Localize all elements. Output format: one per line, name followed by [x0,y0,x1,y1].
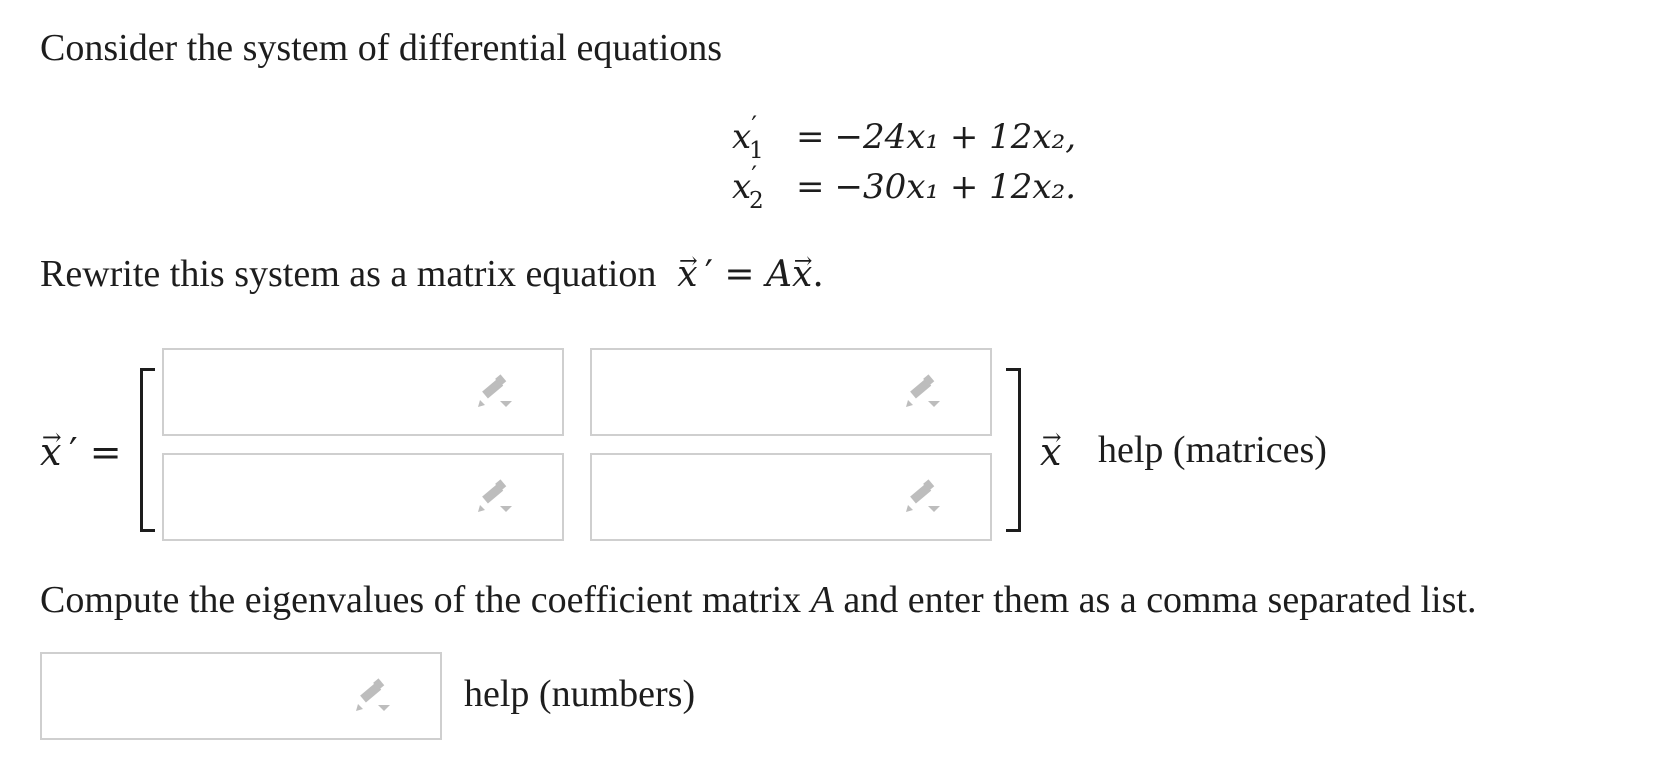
eigenvalues-input[interactable] [40,652,442,740]
eigen-text [40,578,1476,622]
matrix-equation-inline: → x ′ = A→ x. [666,254,824,295]
intro-text: Consider the system of differential equations [40,27,723,69]
matrix-entry-1-2[interactable] [590,348,992,436]
matrix-entry-2-2[interactable] [590,453,992,541]
equation-row-2: $x'_2 = -30x_1 + 12x_2$. [732,161,1077,215]
pencil-dropdown-icon[interactable] [352,678,394,714]
matrix-rhs-vector: → x [1040,430,1061,474]
rewrite-text [40,252,824,297]
equation-row-1-rhs: −24x₁ + 12x₂, [834,117,1077,157]
equation-system [732,111,1077,215]
rewrite-text-label: Rewrite this system as a matrix equation [40,253,657,295]
eigen-text-matrix: A [810,579,834,621]
matrix-left-bracket [140,368,155,532]
help-matrices-link[interactable]: help (matrices) [1098,429,1327,471]
matrix-right-bracket [1006,368,1021,532]
eigen-text-before: Compute the eigenvalues of the coefficient matrix [40,579,802,621]
pencil-dropdown-icon[interactable] [474,374,516,410]
matrix-lhs: → x ′ = [40,430,122,474]
eigen-text-after: and enter them as a comma separated list. [843,579,1477,621]
help-numbers-link[interactable]: help (numbers) [464,673,696,715]
matrix-entry-1-1[interactable] [162,348,564,436]
pencil-dropdown-icon[interactable] [902,479,944,515]
equation-row-1: $x'_1 = -24x_1 + 12x_2$, [732,111,1077,165]
matrix-entry-2-1[interactable] [162,453,564,541]
equation-row-2-rhs: −30x₁ + 12x₂. [834,167,1077,207]
pencil-dropdown-icon[interactable] [474,479,516,515]
pencil-dropdown-icon[interactable] [902,374,944,410]
